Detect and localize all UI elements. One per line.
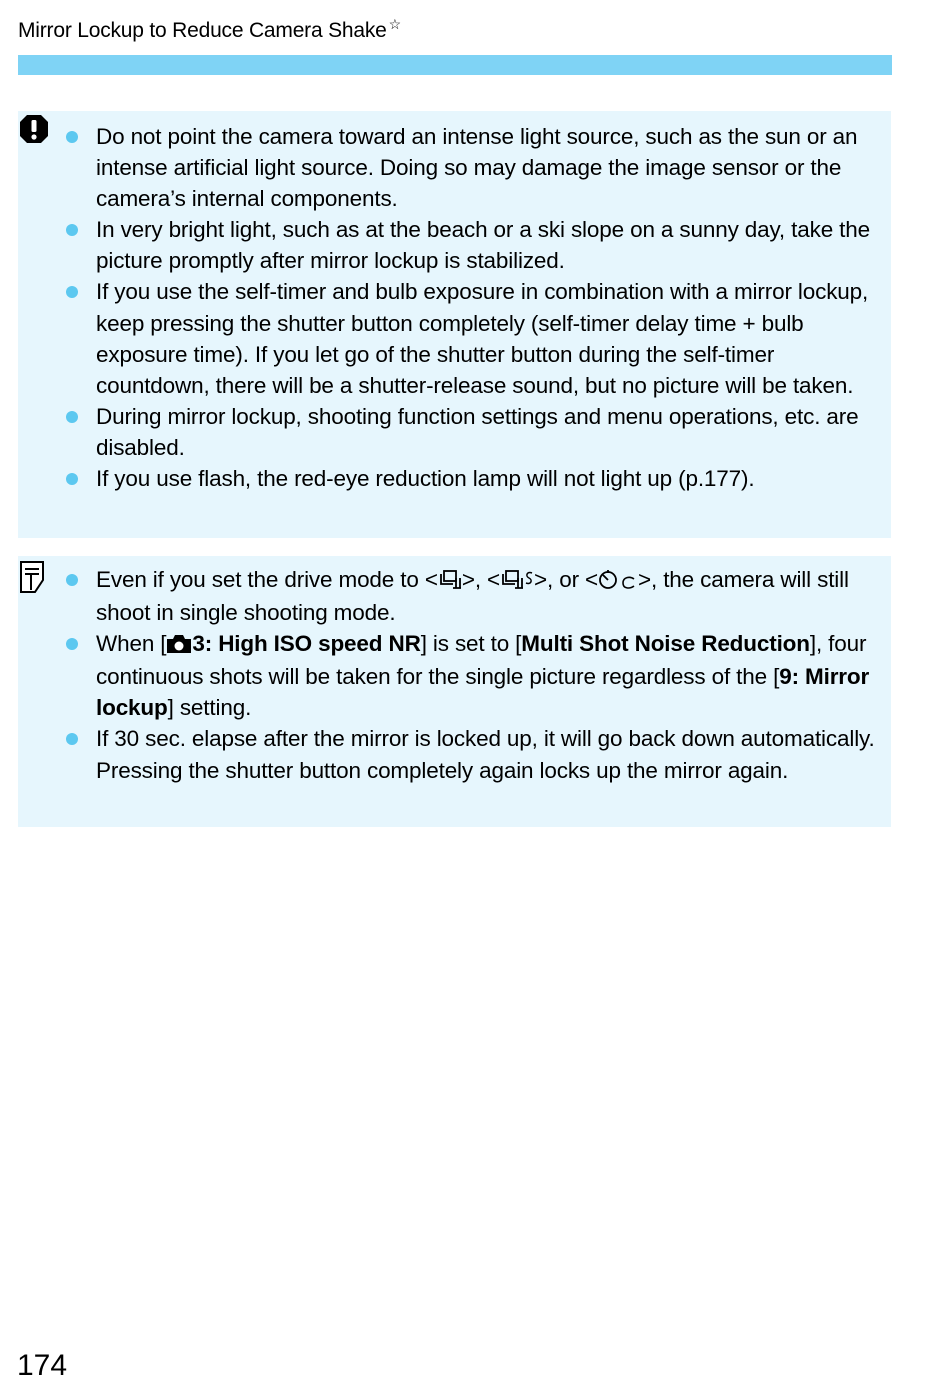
list-item: If you use flash, the red-eye reduction lamp will not light up (p.177).	[96, 463, 877, 494]
list-item: In very bright light, such as at the beach or a ski slope on a sunny day, take the picture promptly after mirror lockup is stabilized.	[96, 214, 877, 276]
bullet-icon	[66, 286, 78, 298]
list-item: If you use the self-timer and bulb exposure in combination with a mirror lockup, keep pressing the shutter button completely (self-timer delay time + bulb exposure time). If you let go of the shutter button during the self-timer countdown, there will be a shutter-release sound, but no picture will be taken.	[96, 276, 877, 400]
self-timer-continuous-icon	[598, 566, 638, 597]
camera-menu-icon	[166, 630, 192, 661]
caution-list	[96, 121, 877, 494]
caution-icon	[18, 113, 50, 150]
bullet-icon	[66, 574, 78, 586]
bullet-icon	[66, 473, 78, 485]
caution-box	[18, 111, 891, 538]
list-item: During mirror lockup, shooting function settings and menu operations, etc. are disabled.	[96, 401, 877, 463]
page-header	[18, 16, 401, 43]
note-icon	[18, 560, 46, 599]
bullet-icon	[66, 638, 78, 650]
note-box	[18, 556, 891, 827]
bullet-icon	[66, 131, 78, 143]
silent-continuous-shooting-icon	[500, 566, 534, 597]
list-item: Do not point the camera toward an intense light source, such as the sun or an intense artificial light source. Doing so may damage the image sensor or the camera’s internal components.	[96, 121, 877, 214]
continuous-shooting-icon	[438, 566, 462, 597]
note-list	[96, 564, 877, 786]
header-bar	[18, 55, 892, 75]
list-item: Even if you set the drive mode to < >, < >, or < >, the camera will still shoot in single shooting mode.	[96, 564, 877, 628]
header-star: ☆	[388, 16, 401, 32]
list-item: If 30 sec. elapse after the mirror is locked up, it will go back down automatically. Pressing the shutter button completely again locks up the mirror again.	[96, 723, 877, 785]
list-item: When [ 3: High ISO speed NR] is set to [Multi Shot Noise Reduction], four continuous shots will be taken for the single picture regardless of the [9: Mirror lockup] setting.	[96, 628, 877, 723]
bullet-icon	[66, 733, 78, 745]
header-title-text: Mirror Lockup to Reduce Camera Shake	[18, 19, 387, 42]
page-number: 174	[17, 1349, 68, 1382]
bullet-icon	[66, 224, 78, 236]
bullet-icon	[66, 411, 78, 423]
